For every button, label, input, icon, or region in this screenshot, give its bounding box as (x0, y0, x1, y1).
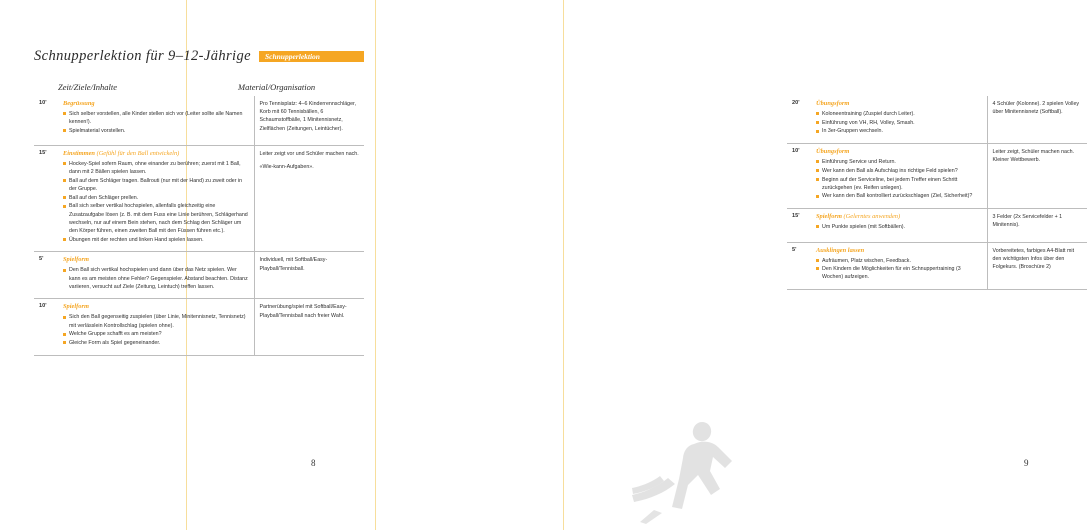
title-tag-bar (259, 51, 364, 62)
section-note: (Gefühl für den Ball entwickeln) (94, 149, 180, 157)
list-item: Gleiche Form als Spiel gegeneinander. (63, 339, 249, 347)
list-item: Beginn auf der Serviceline, bei jedem Treffer einen Schritt zurückgehen (ev. Reifen unlegen). (816, 176, 982, 192)
left-page (0, 0, 375, 530)
content-list (63, 160, 249, 244)
row-material-organisation (254, 252, 364, 299)
row-content (58, 252, 254, 299)
row-material-organisation (254, 299, 364, 355)
list-item: Ball sich selber vertikal hochspielen, allenfalls gleichzeitig eine Zusatzaufgabe lösen (z. B. mit dem Fuss eine Linie berühren, Schlägerhand wechseln, nur auf einem Bein stehen, nach dem Schlag den Schläger um den Körper führen, einen zweiten Ball mit den Füssen führen etc.). (63, 202, 249, 235)
material-paragraph: Pro Tennisplatz: 4–6 Kinderrennschläger, Korb mit 60 Tennisbällen, 6 Schaumstoffbälle, 1 Minitennisnetz, Zielflächen (Zeitungen, Leintücher). (259, 101, 356, 132)
page-number-right: 9 (1024, 458, 1029, 468)
section-title: Spielform (63, 303, 89, 311)
row-time: 10' (34, 96, 58, 145)
column-header-material: Material/Organisation (238, 82, 316, 92)
list-item: Einführung Service und Return. (816, 158, 982, 166)
section-title: Ausklingen lassen (816, 246, 865, 254)
table-row (34, 252, 364, 299)
row-content (58, 299, 254, 355)
tennis-player-silhouette-icon (624, 414, 744, 524)
table-row (787, 209, 1087, 242)
row-material-organisation (987, 144, 1087, 209)
material-paragraph: Vorbereitetes, farbiges A4-Blatt mit den wichtigsten Infos über den Folgekurs. (Broschüre 2) (992, 247, 1075, 270)
table-row (787, 242, 1087, 290)
table-row (34, 299, 364, 355)
section-note: (Gelerntes anwenden) (841, 213, 901, 221)
table-row (34, 96, 364, 145)
row-material-organisation (987, 96, 1087, 144)
list-item: In 3er-Gruppen wechseln. (816, 127, 982, 135)
list-item: Ball auf dem Schläger tragen. Ballrouti (nur mit der Hand) zu zweit oder in der Gruppe. (63, 177, 249, 193)
section-title: Übungsform (816, 100, 850, 107)
list-item: Wer kann den Ball als Aufschlag ins richtige Feld spielen? (816, 167, 982, 175)
column-header-time-goals: Zeit/Ziele/Inhalte (58, 82, 118, 92)
section-title: Übungsform (816, 148, 850, 156)
list-item: Ball auf den Schläger prellen. (63, 194, 249, 202)
material-paragraph: Partnerübung/spiel mit Softball/Easy-Playball/Tennisball nach freier Wahl. (259, 304, 347, 319)
row-content (811, 96, 987, 144)
list-item: Den Kindern die Möglichkeiten für ein Schnuppertraining (3 Wochen) aufzeigen. (816, 265, 982, 281)
section-title: Spielform (Gelerntes anwenden) (816, 213, 901, 221)
list-item: Spielmaterial vorstellen. (63, 127, 249, 135)
section-title: Spielform (63, 256, 89, 264)
page-title (34, 48, 364, 65)
row-material-organisation (987, 209, 1087, 242)
row-time: 5' (34, 252, 58, 299)
list-item: Sich selber vorstellen, alle Kinder stellen sich vor (Leiter sollte alle Namen kennen!). (63, 110, 249, 126)
content-list (816, 257, 982, 282)
table-row (787, 144, 1087, 209)
content-list (63, 313, 249, 347)
list-item: Einführung von VH, RH, Volley, Smash. (816, 119, 982, 127)
list-item: Übungen mit der rechten und linken Hand spielen lassen. (63, 236, 249, 244)
material-paragraph: «Wie-kann-Aufgaben». (259, 164, 314, 171)
table-row (787, 96, 1087, 144)
material-paragraph: Leiter zeigt vor und Schüler machen nach. (259, 150, 359, 157)
page-title-text: Schnupperlektion für 9–12-Jährige (34, 48, 251, 64)
title-tag-label: Schnupperlektion (264, 52, 320, 61)
right-page (375, 0, 1080, 530)
list-item: Koloneentraining (Zuspiel durch Leiter). (816, 110, 982, 118)
content-list (816, 158, 982, 201)
list-item: Wer kann den Ball kontrolliert zurückschlagen (Ziel, Sicherheit)? (816, 192, 982, 200)
row-time: 15' (34, 145, 58, 252)
section-title: Begrüssung (63, 100, 95, 107)
material-paragraph: 4 Schüler (Kolonne). 2 spielen Volley über Minitennisnetz (Softball). (992, 101, 1080, 116)
list-item: Sich den Ball gegenseitig zuspielen (über Linie, Minitennisnetz, Tennisnetz) mit verlässlein Kontrollschlag (spielen ohne). (63, 313, 249, 329)
table-row (34, 145, 364, 252)
row-material-organisation (254, 96, 364, 145)
content-list (63, 266, 249, 291)
material-paragraph: Individuell, mit Softball/Easy-Playball/Tennisball. (259, 257, 328, 272)
row-time: 10' (787, 144, 811, 209)
row-time: 5' (787, 242, 811, 290)
material-paragraph: Leiter zeigt, Schüler machen nach. Kleiner Wettbewerb. (992, 149, 1075, 164)
list-item: Den Ball sich vertikal hochspielen und dann über das Netz spielen. Wer kann es am meisten ohne Fehler? Gegenspieler. Abstand beachten. Distanz variieren, versucht auf Ziele (Zeitung, Leintuch) treffen lassen. (63, 266, 249, 291)
page-number-left: 8 (311, 458, 316, 468)
list-item: Aufräumen, Platz wischen, Feedback. (816, 257, 982, 265)
content-list (63, 110, 249, 135)
row-content (811, 242, 987, 290)
row-content (58, 96, 254, 145)
list-item: Um Punkte spielen (mit Softbällen). (816, 223, 982, 231)
section-title: Einstimmen (Gefühl für den Ball entwickeln) (63, 149, 180, 157)
row-time: 15' (787, 209, 811, 242)
material-paragraph: 3 Felder (2x Servicefelder + 1 Minitennis). (992, 214, 1063, 229)
row-content (58, 145, 254, 252)
row-material-organisation (987, 242, 1087, 290)
row-time: 20' (787, 96, 811, 144)
row-time: 10' (34, 299, 58, 355)
content-list (816, 223, 982, 231)
list-item: Hockey-Spiel sofern Raum, ohne einander zu berühren; zuerst mit 1 Ball, dann mit 2 Bällen spielen lassen. (63, 160, 249, 176)
row-material-organisation (254, 145, 364, 252)
row-content (811, 209, 987, 242)
content-list (816, 110, 982, 136)
row-content (811, 144, 987, 209)
lesson-table-left (34, 96, 364, 356)
list-item: Welche Gruppe schafft es am meisten? (63, 330, 249, 338)
lesson-table-right (787, 96, 1087, 290)
